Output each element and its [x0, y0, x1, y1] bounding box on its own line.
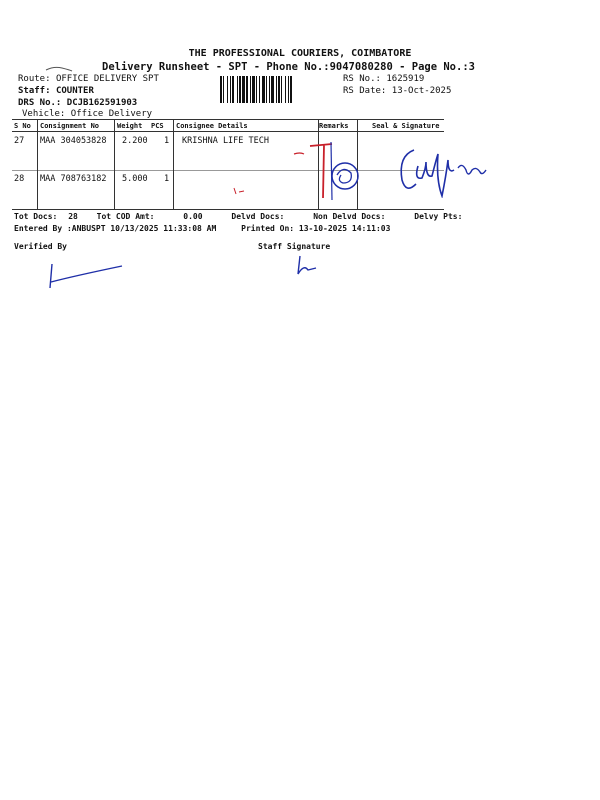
tot-cod-value: 0.00: [183, 212, 203, 221]
row1-consignment: MAA 304053828: [40, 136, 107, 146]
delvy-pts-label: Delvy Pts:: [414, 212, 463, 221]
row1-consignee: KRISHNA LIFE TECH: [182, 136, 269, 146]
staff-signature-mark: [290, 252, 330, 280]
entered-by: Entered By :ANBUSPT 10/13/2025 11:33:08 AM: [14, 224, 217, 233]
col-header-weight: Weight: [117, 122, 143, 130]
col-header-consignment: Consignment No: [40, 122, 100, 130]
row-divider: [12, 170, 444, 171]
rs-date-line: [343, 86, 451, 96]
row1-weight: 2.200: [122, 136, 148, 146]
col-header-sno: S No: [14, 122, 31, 130]
col-header-seal-signature: Seal & Signature: [372, 122, 440, 130]
row2-weight: 5.000: [122, 174, 148, 184]
drs-value: DCJB162591903: [66, 98, 138, 108]
small-ink-mark: [232, 186, 248, 196]
tot-cod-label: Tot COD Amt:: [96, 212, 155, 221]
staff-value: COUNTER: [55, 86, 94, 96]
row1-pcs: 1: [164, 136, 170, 146]
table-header-border: [12, 131, 444, 132]
row2-sno: 28: [14, 174, 25, 184]
rs-no-line: [343, 74, 424, 84]
staff-line: [18, 86, 94, 96]
rs-date-value: 13-Oct-2025: [391, 86, 452, 96]
barcode-image: [220, 76, 338, 103]
row1-sno: 27: [14, 136, 25, 146]
rs-no-label: RS No.:: [343, 74, 381, 84]
tot-docs-label: Tot Docs:: [14, 212, 58, 221]
route-line: [18, 74, 159, 84]
vehicle-value: Office Delivery: [70, 109, 153, 119]
delvd-docs-label: Delvd Docs:: [231, 212, 285, 221]
col-header-remarks: Remarks: [319, 122, 349, 130]
vehicle-line: [22, 109, 152, 119]
route-value: OFFICE DELIVERY SPT: [55, 74, 159, 84]
verified-by-signature: [44, 258, 134, 292]
seal-signature: [396, 140, 492, 198]
row2-pcs: 1: [164, 174, 170, 184]
printed-on: Printed On: 13-10-2025 14:11:03: [241, 224, 391, 233]
col-header-pcs: PCS: [151, 122, 164, 130]
tot-docs-value: 28: [68, 212, 78, 221]
pen-mark: [44, 62, 74, 74]
col-header-consignee: Consignee Details: [176, 122, 248, 130]
consignee-stamp-mark: [325, 155, 365, 197]
col-divider-1: [37, 119, 38, 209]
col-divider-3: [173, 119, 174, 209]
entry-line: [14, 224, 390, 233]
table-bottom-border: [12, 209, 444, 210]
drs-line: [18, 98, 137, 108]
non-delvd-docs-label: Non Delvd Docs:: [313, 212, 386, 221]
col-divider-2: [114, 119, 115, 209]
table-top-border: [12, 119, 444, 120]
route-label: Route:: [18, 74, 51, 84]
company-title: THE PROFESSIONAL COURIERS, COIMBATORE: [188, 48, 412, 59]
totals-line: [14, 212, 462, 221]
vehicle-label: Vehicle:: [22, 109, 66, 119]
runsheet-title: Delivery Runsheet - SPT - Phone No.:9047080280 - Page No.:3: [102, 61, 475, 73]
verified-by-label: Verified By: [14, 242, 67, 251]
staff-label: Staff:: [18, 86, 51, 96]
drs-label: DRS No.:: [18, 98, 62, 108]
rs-date-label: RS Date:: [343, 86, 387, 96]
row2-consignment: MAA 708763182: [40, 174, 107, 184]
staff-signature-label: Staff Signature: [258, 242, 331, 251]
rs-no-value: 1625919: [386, 74, 425, 84]
